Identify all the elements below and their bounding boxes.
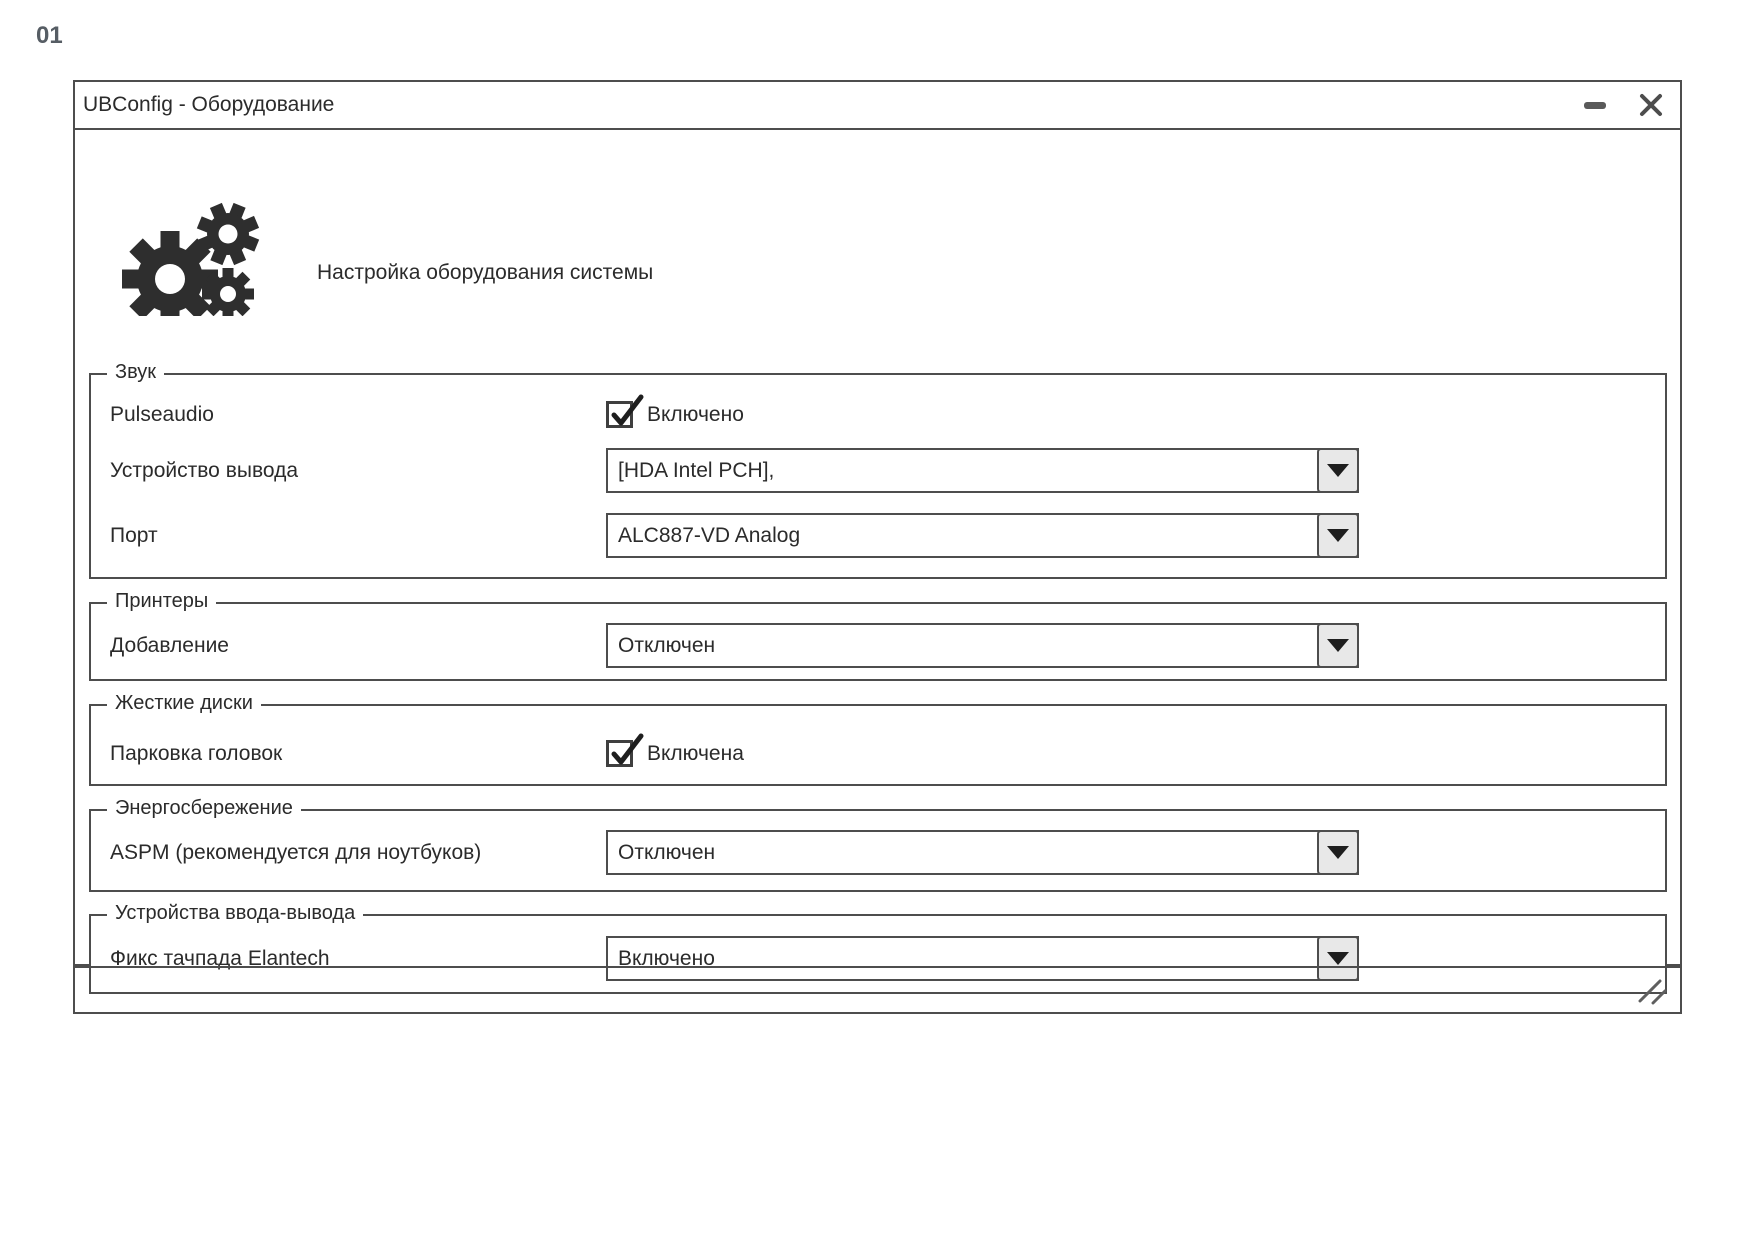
group-label: Устройства ввода-вывода [107,902,363,925]
close-icon [1638,92,1664,118]
ubconfig-window [73,80,1682,1014]
dropdown-value: Отключен [618,840,716,864]
checkbox-label: Включена [647,741,744,765]
field-label-elantech-fix: Фикс тачпада Elantech [110,946,330,970]
dropdown-arrow-button[interactable] [1317,513,1359,558]
checkmark-icon [609,732,645,768]
window-title: UBConfig - Оборудование [83,93,335,116]
status-bar [75,966,1680,1012]
checkmark-icon [609,393,645,429]
gears-icon [115,194,265,316]
close-button[interactable] [1636,88,1666,122]
dropdown-arrow-button[interactable] [1317,830,1359,875]
group-printers [89,590,1667,681]
chevron-down-icon [1327,952,1349,965]
field-label-head-parking: Парковка головок [110,741,283,765]
dropdown-arrow-button[interactable] [1317,623,1359,668]
dropdown-port[interactable] [606,513,1359,558]
dropdown-value: [HDA Intel PCH], [618,458,775,482]
titlebar[interactable] [75,82,1680,130]
dropdown-value: Отключен [618,633,716,657]
group-power-saving [89,797,1667,892]
group-sound [89,361,1667,579]
field-label-aspm: ASPM (рекомендуется для ноутбуков) [110,840,482,864]
dropdown-value: ALC887-VD Analog [618,523,801,547]
window-content [75,130,1680,970]
dropdown-arrow-button[interactable] [1317,448,1359,493]
group-label: Принтеры [107,590,216,613]
head-parking-checkbox[interactable] [606,740,633,767]
pulseaudio-checkbox[interactable] [606,401,633,428]
dialog-subtitle: Настройка оборудования системы [317,261,654,284]
field-label-output-device: Устройство вывода [110,458,299,482]
dropdown-printer-add[interactable] [606,623,1359,668]
page-number: 01 [36,22,63,49]
field-label-printer-add: Добавление [110,633,229,657]
checkbox-label: Включено [647,402,744,426]
dropdown-aspm[interactable] [606,830,1359,875]
chevron-down-icon [1327,639,1349,652]
field-label-port: Порт [110,523,158,547]
dropdown-value: Включено [618,946,715,970]
minimize-icon [1584,102,1606,109]
dropdown-output-device[interactable] [606,448,1359,493]
group-label: Энергосбережение [107,797,301,820]
minimize-button[interactable] [1580,88,1610,122]
chevron-down-icon [1327,846,1349,859]
resize-grip[interactable] [1636,979,1668,1005]
chevron-down-icon [1327,464,1349,477]
group-label: Звук [107,361,164,384]
group-label: Жесткие диски [107,692,261,715]
group-hard-drives [89,692,1667,786]
chevron-down-icon [1327,529,1349,542]
field-label-pulseaudio: Pulseaudio [110,402,214,426]
